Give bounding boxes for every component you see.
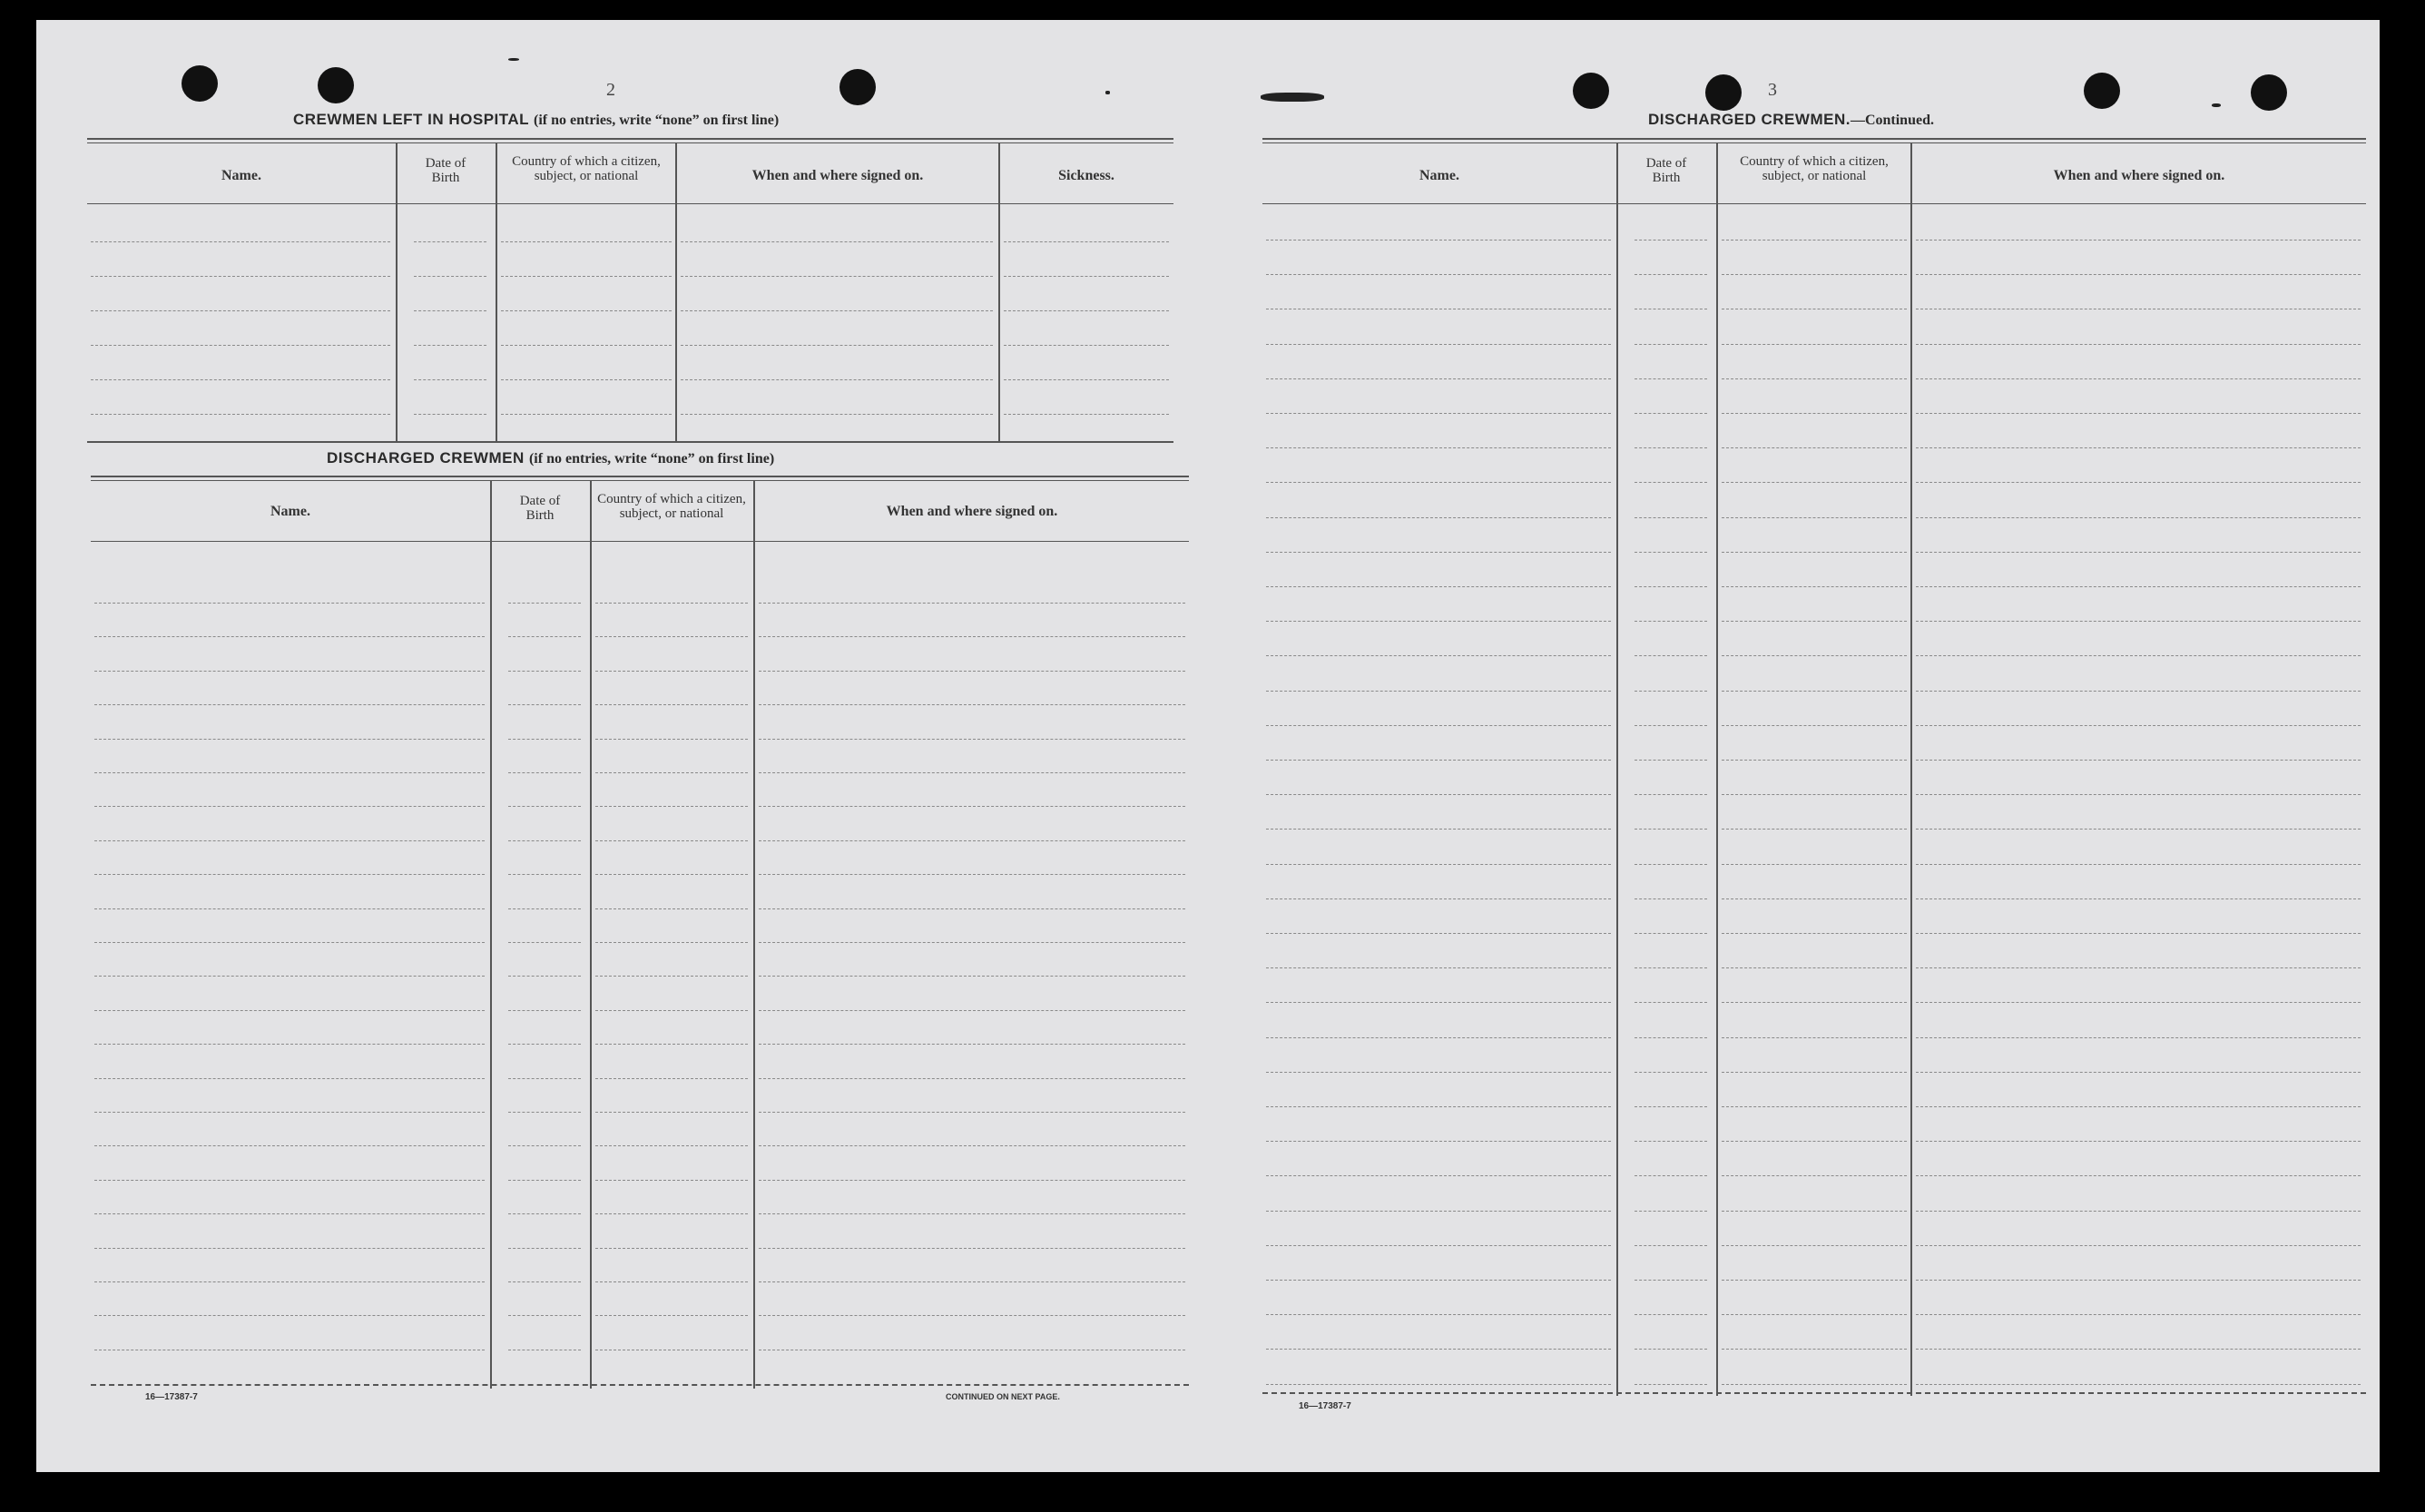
table-row bbox=[1916, 933, 2361, 934]
table-row bbox=[1916, 413, 2361, 414]
punch-hole bbox=[1705, 74, 1742, 111]
table-row bbox=[1916, 378, 2361, 379]
table-row bbox=[1722, 1384, 1907, 1385]
table-row bbox=[94, 1044, 485, 1045]
table-cell-line bbox=[501, 310, 672, 311]
table-row bbox=[1722, 1245, 1907, 1246]
table-row bbox=[1266, 1314, 1611, 1315]
table-row bbox=[759, 772, 1185, 773]
table-row bbox=[1916, 829, 2361, 830]
table-row bbox=[1722, 1106, 1907, 1107]
table-row bbox=[595, 1315, 748, 1316]
table-row bbox=[508, 1044, 581, 1045]
table-row bbox=[1722, 794, 1907, 795]
table-row bbox=[1635, 655, 1707, 656]
left-page bbox=[36, 20, 1208, 1472]
table-row bbox=[508, 671, 581, 672]
table-cell-line bbox=[1004, 379, 1169, 380]
table-row bbox=[1722, 933, 1907, 934]
table-row bbox=[94, 1281, 485, 1282]
ink-smudge bbox=[2212, 103, 2221, 107]
table-row bbox=[1635, 1384, 1707, 1385]
table-row bbox=[595, 1248, 748, 1249]
table-row bbox=[759, 806, 1185, 807]
table-row bbox=[91, 276, 390, 277]
table-row bbox=[91, 414, 390, 415]
table-cell-line bbox=[681, 414, 993, 415]
table-row bbox=[1266, 655, 1611, 656]
table-row bbox=[1722, 691, 1907, 692]
column-header-country: Country of which a citizen, subject, or national bbox=[597, 492, 746, 521]
table-row bbox=[1916, 760, 2361, 761]
table-row bbox=[1635, 517, 1707, 518]
column-header-country: Country of which a citizen, subject, or national bbox=[512, 154, 661, 183]
table-row bbox=[1916, 655, 2361, 656]
table-row bbox=[94, 874, 485, 875]
table-row bbox=[1635, 1141, 1707, 1142]
table-row bbox=[1266, 1280, 1611, 1281]
table-row bbox=[1916, 794, 2361, 795]
ink-smudge bbox=[1105, 91, 1110, 94]
discharged-table bbox=[91, 476, 1189, 1409]
table-row bbox=[508, 840, 581, 841]
table-row bbox=[1635, 760, 1707, 761]
table-row bbox=[1722, 621, 1907, 622]
table-row bbox=[1635, 725, 1707, 726]
column-header-name: Name. bbox=[221, 168, 261, 183]
column-header-when-where: When and where signed on. bbox=[751, 168, 924, 183]
table-row bbox=[595, 806, 748, 807]
column-header-when-where: When and where signed on. bbox=[886, 504, 1058, 519]
table-cell-line bbox=[501, 414, 672, 415]
table-row bbox=[91, 310, 390, 311]
table-row bbox=[508, 603, 581, 604]
table-row bbox=[1266, 482, 1611, 483]
column-header-name: Name. bbox=[270, 504, 310, 519]
table-row bbox=[1722, 1211, 1907, 1212]
table-row bbox=[1916, 586, 2361, 587]
table-row bbox=[595, 874, 748, 875]
column-header-when-where: When and where signed on. bbox=[2053, 168, 2225, 183]
table-cell-line bbox=[681, 379, 993, 380]
discharged-continued-table bbox=[1262, 138, 2366, 1419]
table-row bbox=[1916, 482, 2361, 483]
table-cell-line bbox=[501, 345, 672, 346]
table-cell-line bbox=[414, 276, 486, 277]
table-cell-line bbox=[681, 241, 993, 242]
table-row bbox=[1266, 344, 1611, 345]
table-row bbox=[94, 1180, 485, 1181]
table-row bbox=[1635, 829, 1707, 830]
table-row bbox=[1266, 586, 1611, 587]
page-number: 3 bbox=[1768, 80, 1777, 100]
table-row bbox=[1916, 898, 2361, 899]
table-row bbox=[595, 1112, 748, 1113]
table-row bbox=[1635, 552, 1707, 553]
table-row bbox=[1722, 517, 1907, 518]
table-row bbox=[1266, 447, 1611, 448]
table-row bbox=[595, 636, 748, 637]
table-row bbox=[1266, 1349, 1611, 1350]
table-row bbox=[1635, 1280, 1707, 1281]
table-row bbox=[1635, 1106, 1707, 1107]
punch-hole bbox=[182, 65, 218, 102]
table-row bbox=[91, 379, 390, 380]
table-row bbox=[1722, 760, 1907, 761]
table-row bbox=[1722, 829, 1907, 830]
table-row bbox=[1722, 413, 1907, 414]
table-row bbox=[94, 908, 485, 909]
table-row bbox=[1635, 794, 1707, 795]
table-row bbox=[759, 1248, 1185, 1249]
table-row bbox=[1916, 691, 2361, 692]
table-row bbox=[1916, 447, 2361, 448]
table-row bbox=[1635, 898, 1707, 899]
table-row bbox=[595, 671, 748, 672]
table-row bbox=[1916, 1141, 2361, 1142]
table-row bbox=[1916, 274, 2361, 275]
table-cell-line bbox=[681, 310, 993, 311]
table-cell-line bbox=[501, 241, 672, 242]
table-row bbox=[1266, 829, 1611, 830]
table-row bbox=[595, 1044, 748, 1045]
table-row bbox=[94, 704, 485, 705]
table-row bbox=[508, 1180, 581, 1181]
table-row bbox=[759, 908, 1185, 909]
right-page bbox=[1208, 20, 2380, 1472]
table-row bbox=[1266, 967, 1611, 968]
table-row bbox=[508, 1078, 581, 1079]
table-row bbox=[1266, 760, 1611, 761]
table-row bbox=[94, 1248, 485, 1249]
table-row bbox=[508, 1112, 581, 1113]
punch-hole bbox=[2251, 74, 2287, 111]
table-row bbox=[759, 1078, 1185, 1079]
table-row bbox=[508, 1213, 581, 1214]
table-row bbox=[508, 704, 581, 705]
table-row bbox=[595, 739, 748, 740]
table-row bbox=[508, 1248, 581, 1249]
table-row bbox=[1916, 1072, 2361, 1073]
table-row bbox=[595, 976, 748, 977]
table-row bbox=[1266, 1141, 1611, 1142]
table-row bbox=[1266, 378, 1611, 379]
table-row bbox=[595, 704, 748, 705]
table-cell-line bbox=[681, 345, 993, 346]
table-row bbox=[508, 976, 581, 977]
table-row bbox=[759, 704, 1185, 705]
table-row bbox=[1722, 1349, 1907, 1350]
table-row bbox=[759, 976, 1185, 977]
continued-note: CONTINUED ON NEXT PAGE. bbox=[946, 1392, 1060, 1401]
table-row bbox=[508, 1145, 581, 1146]
table-row bbox=[91, 241, 390, 242]
table-cell-line bbox=[1004, 241, 1169, 242]
table-row bbox=[759, 1315, 1185, 1316]
table-row bbox=[759, 1044, 1185, 1045]
table-row bbox=[1722, 378, 1907, 379]
table-row bbox=[508, 739, 581, 740]
table-row bbox=[759, 1180, 1185, 1181]
form-number: 16—17387-7 bbox=[1299, 1401, 1351, 1411]
table-row bbox=[94, 1213, 485, 1214]
table-row bbox=[1266, 864, 1611, 865]
table-row bbox=[759, 636, 1185, 637]
table-row bbox=[595, 603, 748, 604]
table-row bbox=[1266, 1072, 1611, 1073]
table-row bbox=[508, 636, 581, 637]
table-row bbox=[1916, 1349, 2361, 1350]
table-row bbox=[1722, 967, 1907, 968]
table-cell-line bbox=[501, 379, 672, 380]
table-row bbox=[1722, 482, 1907, 483]
table-row bbox=[759, 942, 1185, 943]
table-row bbox=[94, 1078, 485, 1079]
ink-smudge bbox=[508, 58, 519, 61]
table-cell-line bbox=[1004, 345, 1169, 346]
table-row bbox=[1916, 240, 2361, 241]
table-row bbox=[1266, 552, 1611, 553]
punch-hole bbox=[318, 67, 354, 103]
table-row bbox=[1722, 1175, 1907, 1176]
table-row bbox=[595, 1010, 748, 1011]
table-row bbox=[1635, 621, 1707, 622]
table-row bbox=[1635, 413, 1707, 414]
table-row bbox=[595, 1180, 748, 1181]
table-row bbox=[595, 840, 748, 841]
table-row bbox=[94, 806, 485, 807]
table-row bbox=[595, 772, 748, 773]
table-row bbox=[1722, 1002, 1907, 1003]
column-header-sickness: Sickness. bbox=[1058, 168, 1114, 183]
ink-smudge bbox=[1261, 93, 1324, 102]
table-cell-line bbox=[414, 379, 486, 380]
table-row bbox=[508, 908, 581, 909]
table-row bbox=[1635, 586, 1707, 587]
table-bottom-rule bbox=[1262, 1392, 2366, 1394]
discharged-section-title: DISCHARGED CREWMEN (if no entries, write “none” on first line) bbox=[327, 449, 775, 466]
table-cell-line bbox=[681, 276, 993, 277]
table-row bbox=[1916, 1106, 2361, 1107]
table-row bbox=[1635, 1349, 1707, 1350]
table-row bbox=[1916, 1280, 2361, 1281]
table-row bbox=[508, 942, 581, 943]
table-row bbox=[759, 874, 1185, 875]
punch-hole bbox=[839, 69, 876, 105]
table-row bbox=[595, 942, 748, 943]
table-cell-line bbox=[1004, 414, 1169, 415]
table-row bbox=[1722, 240, 1907, 241]
scanned-form bbox=[36, 20, 2380, 1472]
table-row bbox=[595, 1078, 748, 1079]
table-row bbox=[759, 739, 1185, 740]
table-row bbox=[94, 671, 485, 672]
table-row bbox=[1635, 482, 1707, 483]
table-row bbox=[1916, 967, 2361, 968]
table-row bbox=[94, 603, 485, 604]
table-row bbox=[1266, 1175, 1611, 1176]
table-row bbox=[1722, 864, 1907, 865]
table-row bbox=[759, 840, 1185, 841]
table-row bbox=[1635, 1037, 1707, 1038]
table-row bbox=[1266, 274, 1611, 275]
table-row bbox=[1266, 933, 1611, 934]
table-row bbox=[508, 806, 581, 807]
table-row bbox=[1635, 1314, 1707, 1315]
table-row bbox=[1916, 1211, 2361, 1212]
table-row bbox=[1916, 1245, 2361, 1246]
table-row bbox=[1635, 1211, 1707, 1212]
table-row bbox=[595, 1145, 748, 1146]
table-row bbox=[91, 345, 390, 346]
table-row bbox=[1916, 1002, 2361, 1003]
table-row bbox=[94, 840, 485, 841]
table-row bbox=[595, 1213, 748, 1214]
table-row bbox=[1266, 621, 1611, 622]
table-row bbox=[759, 1112, 1185, 1113]
table-row bbox=[1635, 344, 1707, 345]
table-row bbox=[1635, 933, 1707, 934]
table-row bbox=[1266, 1211, 1611, 1212]
table-row bbox=[1266, 1037, 1611, 1038]
table-row bbox=[1722, 1072, 1907, 1073]
table-cell-line bbox=[414, 241, 486, 242]
table-row bbox=[1722, 898, 1907, 899]
table-row bbox=[1722, 274, 1907, 275]
table-row bbox=[1635, 691, 1707, 692]
table-row bbox=[508, 1010, 581, 1011]
table-row bbox=[94, 942, 485, 943]
table-cell-line bbox=[501, 276, 672, 277]
table-row bbox=[1916, 344, 2361, 345]
table-row bbox=[1635, 1072, 1707, 1073]
table-row bbox=[94, 636, 485, 637]
table-row bbox=[1916, 1314, 2361, 1315]
table-row bbox=[1635, 1002, 1707, 1003]
table-row bbox=[759, 603, 1185, 604]
table-row bbox=[1635, 378, 1707, 379]
table-row bbox=[1266, 1106, 1611, 1107]
table-row bbox=[759, 1213, 1185, 1214]
table-row bbox=[1635, 1245, 1707, 1246]
form-number: 16—17387-7 bbox=[145, 1392, 198, 1402]
table-cell-line bbox=[414, 414, 486, 415]
table-bottom-rule bbox=[91, 1384, 1189, 1386]
table-row bbox=[1722, 725, 1907, 726]
table-row bbox=[1266, 898, 1611, 899]
column-header-date-of-birth: Date of Birth bbox=[1645, 156, 1687, 185]
table-row bbox=[94, 772, 485, 773]
hospital-table bbox=[87, 138, 1173, 445]
table-row bbox=[94, 1145, 485, 1146]
table-row bbox=[1266, 1002, 1611, 1003]
table-row bbox=[94, 739, 485, 740]
table-row bbox=[595, 908, 748, 909]
table-row bbox=[1916, 725, 2361, 726]
table-row bbox=[1722, 447, 1907, 448]
table-row bbox=[1266, 725, 1611, 726]
table-row bbox=[1266, 240, 1611, 241]
table-row bbox=[1635, 447, 1707, 448]
table-row bbox=[1722, 1037, 1907, 1038]
hospital-section-title: CREWMEN LEFT IN HOSPITAL (if no entries, write “none” on first line) bbox=[293, 111, 780, 128]
table-row bbox=[1916, 621, 2361, 622]
table-row bbox=[94, 1112, 485, 1113]
table-row bbox=[1722, 1280, 1907, 1281]
table-row bbox=[759, 1281, 1185, 1282]
table-row bbox=[508, 874, 581, 875]
table-row bbox=[1635, 864, 1707, 865]
column-header-date-of-birth: Date of Birth bbox=[425, 156, 466, 185]
column-header-country: Country of which a citizen, subject, or national bbox=[1740, 154, 1889, 183]
table-cell-line bbox=[1004, 276, 1169, 277]
table-row bbox=[1722, 1314, 1907, 1315]
discharged-continued-title: DISCHARGED CREWMEN.—Continued. bbox=[1648, 111, 1934, 128]
table-row bbox=[1916, 1384, 2361, 1385]
table-row bbox=[1916, 1175, 2361, 1176]
table-cell-line bbox=[1004, 310, 1169, 311]
table-row bbox=[1266, 517, 1611, 518]
table-row bbox=[1722, 1141, 1907, 1142]
page-number: 2 bbox=[606, 80, 615, 100]
table-row bbox=[1722, 344, 1907, 345]
table-row bbox=[1266, 413, 1611, 414]
table-row bbox=[1916, 864, 2361, 865]
punch-hole bbox=[2084, 73, 2120, 109]
table-row bbox=[595, 1281, 748, 1282]
table-row bbox=[94, 1010, 485, 1011]
table-row bbox=[94, 1315, 485, 1316]
table-cell-line bbox=[414, 345, 486, 346]
table-row bbox=[1722, 552, 1907, 553]
table-row bbox=[1722, 655, 1907, 656]
table-row bbox=[508, 1315, 581, 1316]
table-row bbox=[1635, 240, 1707, 241]
table-row bbox=[1916, 517, 2361, 518]
table-row bbox=[94, 976, 485, 977]
table-row bbox=[1635, 274, 1707, 275]
table-row bbox=[759, 671, 1185, 672]
table-row bbox=[1722, 586, 1907, 587]
table-row bbox=[1266, 1384, 1611, 1385]
table-row bbox=[1635, 1175, 1707, 1176]
table-row bbox=[1266, 1245, 1611, 1246]
table-cell-line bbox=[414, 310, 486, 311]
table-row bbox=[1635, 967, 1707, 968]
table-row bbox=[1266, 794, 1611, 795]
table-row bbox=[508, 1281, 581, 1282]
table-row bbox=[1916, 552, 2361, 553]
table-row bbox=[508, 772, 581, 773]
table-row bbox=[1266, 691, 1611, 692]
table-row bbox=[1916, 1037, 2361, 1038]
table-row bbox=[759, 1010, 1185, 1011]
punch-hole bbox=[1573, 73, 1609, 109]
table-row bbox=[759, 1145, 1185, 1146]
column-header-name: Name. bbox=[1419, 168, 1459, 183]
column-header-date-of-birth: Date of Birth bbox=[519, 494, 561, 523]
